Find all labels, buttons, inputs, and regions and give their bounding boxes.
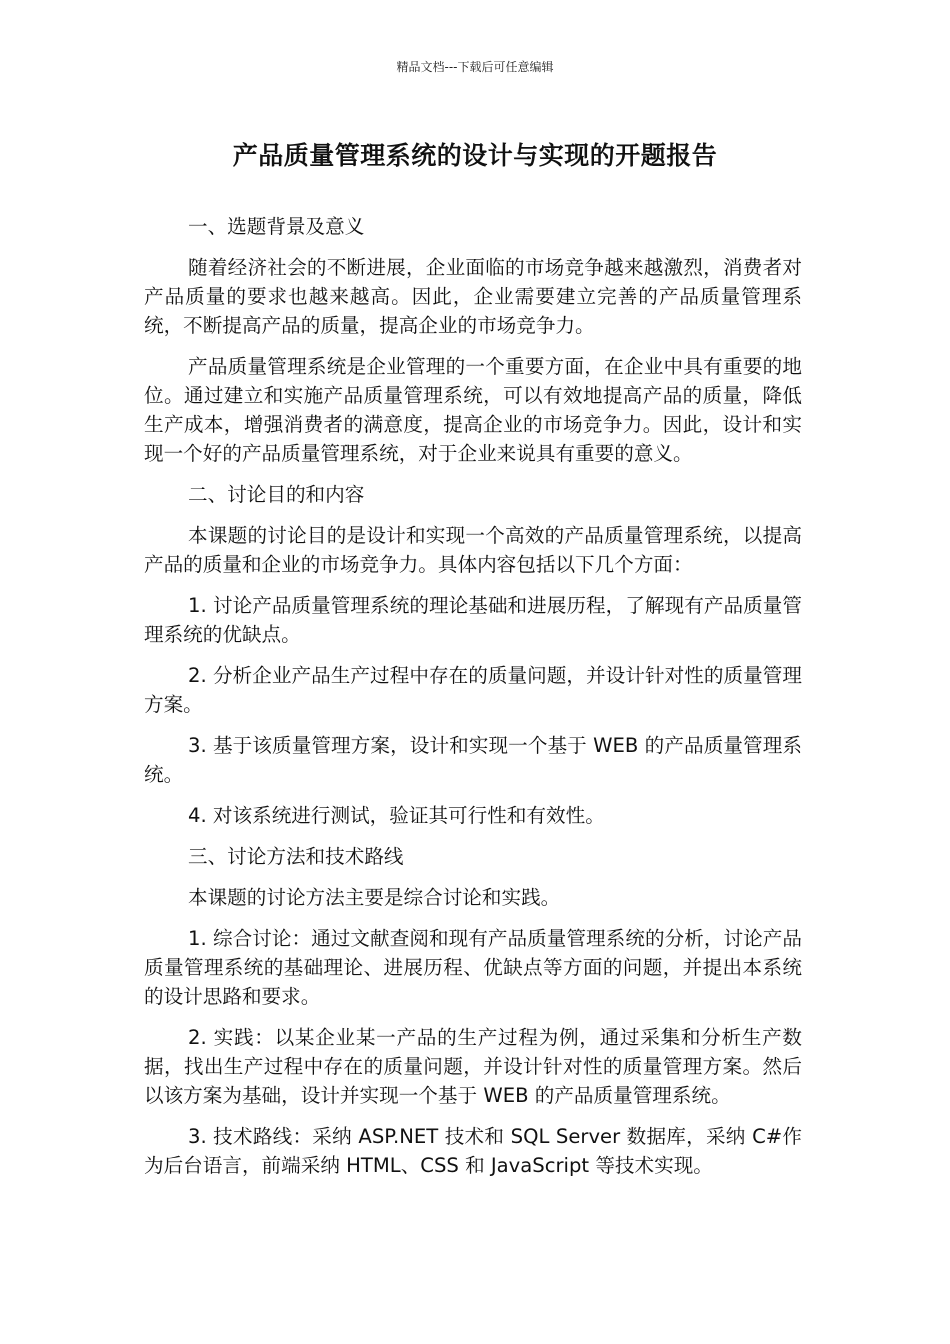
list-item-method-3: 3. 技术路线：采纳 ASP.NET 技术和 SQL Server 数据库，采纳 C#作为后台语言，前端采纳 HTML、CSS 和 JavaScript 等技术实现。 (144, 1125, 802, 1177)
paragraph-method-intro: 本课题的讨论方法主要是综合讨论和实践。 (188, 886, 561, 909)
document-body (144, 212, 802, 1192)
list-item-purpose-3: 3. 基于该质量管理方案，设计和实现一个基于 WEB 的产品质量管理系统。 (144, 734, 802, 786)
list-item-method-2: 2. 实践：以某企业某一产品的生产过程为例，通过采集和分析生产数据，找出生产过程中存在的质量问题，并设计针对性的质量管理方案。然后以该方案为基础，设计并实现一个基于 WEB 的产品质量管理系统。 (144, 1026, 802, 1107)
list-item-purpose-2: 2. 分析企业产品生产过程中存在的质量问题，并设计针对性的质量管理方案。 (144, 664, 802, 716)
document-title: 产品质量管理系统的设计与实现的开题报告 (232, 141, 718, 170)
page-header: 精品文档---下载后可任意编辑 (396, 60, 554, 74)
paragraph-purpose-intro: 本课题的讨论目的是设计和实现一个高效的产品质量管理系统，以提高产品的质量和企业的市场竞争力。具体内容包括以下几个方面： (144, 524, 802, 576)
list-item-method-1: 1. 综合讨论：通过文献查阅和现有产品质量管理系统的分析，讨论产品质量管理系统的基础理论、进展历程、优缺点等方面的问题，并提出本系统的设计思路和要求。 (144, 927, 802, 1008)
paragraph-background-2: 产品质量管理系统是企业管理的一个重要方面，在企业中具有重要的地位。通过建立和实施产品质量管理系统，可以有效地提高产品的质量，降低生产成本，增强消费者的满意度，提高企业的市场竞争力。因此，设计和实现一个好的产品质量管理系统，对于企业来说具有重要的意义。 (144, 355, 802, 465)
section-heading-purpose: 二、讨论目的和内容 (188, 483, 365, 506)
list-item-purpose-4: 4. 对该系统进行测试，验证其可行性和有效性。 (188, 804, 605, 827)
paragraph-background-1: 随着经济社会的不断进展，企业面临的市场竞争越来越激烈，消费者对产品质量的要求也越来越高。因此，企业需要建立完善的产品质量管理系统，不断提高产品的质量，提高企业的市场竞争力。 (144, 256, 802, 337)
section-heading-method: 三、讨论方法和技术路线 (188, 845, 404, 868)
section-heading-background: 一、选题背景及意义 (188, 215, 365, 238)
list-item-purpose-1: 1. 讨论产品质量管理系统的理论基础和进展历程，了解现有产品质量管理系统的优缺点。 (144, 594, 802, 646)
